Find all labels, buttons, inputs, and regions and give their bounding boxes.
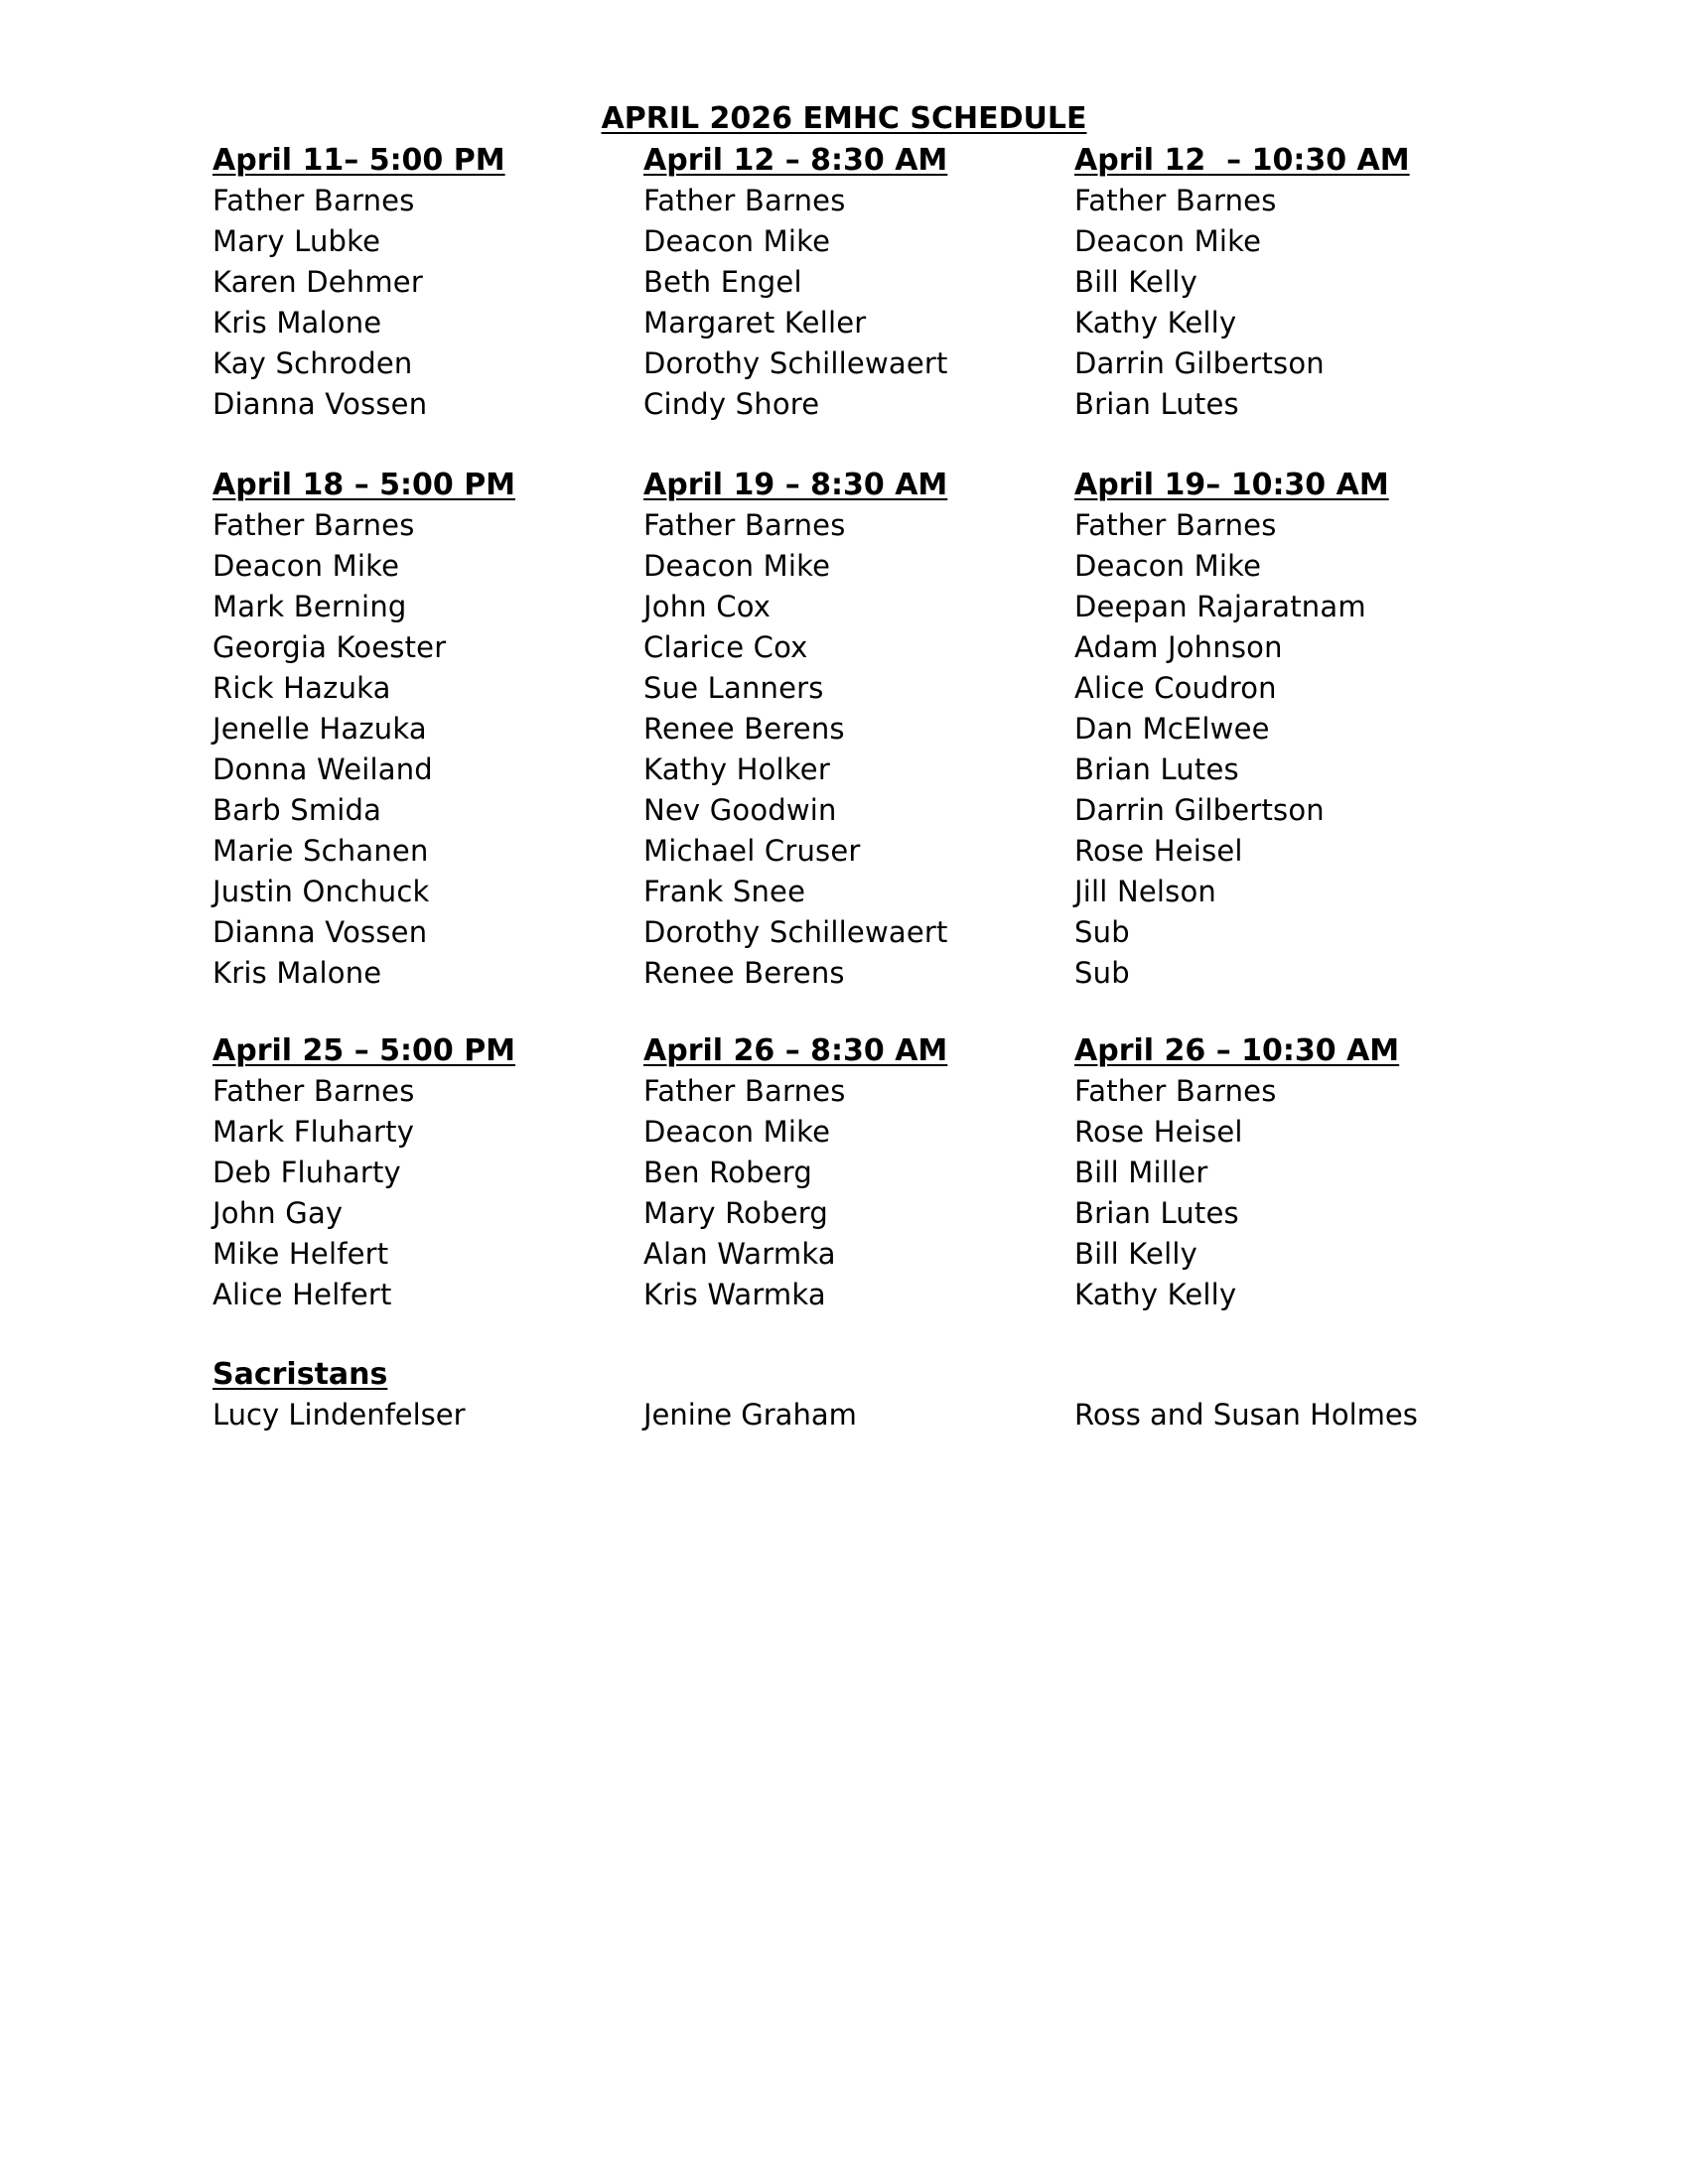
minister-name: Dianna Vossen — [212, 387, 428, 421]
mass-column — [212, 465, 630, 994]
minister-name: Deacon Mike — [1074, 549, 1262, 583]
minister-name: Ben Roberg — [643, 1156, 812, 1189]
minister-name: Mary Lubke — [212, 224, 381, 258]
minister-name: Dorothy Schillewaert — [643, 915, 948, 949]
mass-column — [1074, 1030, 1491, 1315]
page-title-text: APRIL 2026 EMHC SCHEDULE — [601, 101, 1087, 136]
minister-name: Alice Helfert — [212, 1278, 392, 1311]
minister-name: Margaret Keller — [643, 306, 867, 340]
mass-column — [1074, 465, 1491, 994]
minister-name: Kris Malone — [212, 306, 382, 340]
minister-name: Deacon Mike — [1074, 224, 1262, 258]
minister-name: Father Barnes — [212, 508, 415, 542]
minister-name: Sub — [1074, 915, 1130, 949]
minister-name: Beth Engel — [643, 265, 802, 299]
mass-column — [1074, 140, 1491, 425]
minister-name: John Cox — [643, 590, 772, 623]
mass-time-header: April 12 – 8:30 AM — [643, 143, 948, 178]
minister-name: Father Barnes — [1074, 184, 1277, 217]
minister-name: Father Barnes — [643, 508, 846, 542]
minister-name: Mark Berning — [212, 590, 407, 623]
minister-name: Brian Lutes — [1074, 387, 1239, 421]
minister-name: Brian Lutes — [1074, 752, 1239, 786]
minister-name: Father Barnes — [643, 1074, 846, 1108]
minister-name: Alan Warmka — [643, 1237, 836, 1271]
minister-name: Deacon Mike — [643, 224, 831, 258]
minister-name: Renee Berens — [643, 712, 845, 746]
minister-name: Rick Hazuka — [212, 671, 391, 705]
minister-name: Father Barnes — [212, 184, 415, 217]
minister-name: Donna Weiland — [212, 752, 433, 786]
page-title — [0, 100, 1688, 138]
mass-column — [212, 140, 630, 425]
minister-name: Kathy Holker — [643, 752, 830, 786]
minister-name: Mary Roberg — [643, 1196, 828, 1230]
minister-name: Kris Warmka — [643, 1278, 826, 1311]
minister-name: Father Barnes — [1074, 1074, 1277, 1108]
minister-name: Cindy Shore — [643, 387, 820, 421]
minister-name: Marie Schanen — [212, 834, 429, 868]
mass-time-header: April 12 – 10:30 AM — [1074, 143, 1410, 178]
minister-name: Dianna Vossen — [212, 915, 428, 949]
minister-name: Clarice Cox — [643, 630, 808, 664]
sacristan-name: Jenine Graham — [643, 1398, 857, 1432]
minister-name: Renee Berens — [643, 956, 845, 990]
minister-name: Sue Lanners — [643, 671, 824, 705]
minister-name: Nev Goodwin — [643, 793, 837, 827]
minister-name: Dorothy Schillewaert — [643, 346, 948, 380]
mass-time-header: April 19 – 8:30 AM — [643, 468, 948, 502]
minister-name: Michael Cruser — [643, 834, 861, 868]
minister-name: Barb Smida — [212, 793, 382, 827]
minister-name: Dan McElwee — [1074, 712, 1270, 746]
minister-name: Father Barnes — [212, 1074, 415, 1108]
minister-name: Mark Fluharty — [212, 1115, 415, 1149]
minister-name: Kris Malone — [212, 956, 382, 990]
minister-name: Karen Dehmer — [212, 265, 423, 299]
minister-name: Mike Helfert — [212, 1237, 389, 1271]
minister-name: Kathy Kelly — [1074, 306, 1237, 340]
minister-name: Kay Schroden — [212, 346, 413, 380]
minister-name: Father Barnes — [1074, 508, 1277, 542]
minister-name: Deacon Mike — [212, 549, 400, 583]
minister-name: Rose Heisel — [1074, 1115, 1243, 1149]
minister-name: Deacon Mike — [643, 549, 831, 583]
mass-column — [643, 140, 1060, 425]
minister-name: Deepan Rajaratnam — [1074, 590, 1366, 623]
minister-name: Darrin Gilbertson — [1074, 793, 1325, 827]
mass-time-header: April 26 – 10:30 AM — [1074, 1033, 1400, 1068]
minister-name: Georgia Koester — [212, 630, 447, 664]
minister-name: Deb Fluharty — [212, 1156, 401, 1189]
minister-name: Alice Coudron — [1074, 671, 1277, 705]
minister-name: Jenelle Hazuka — [212, 712, 427, 746]
mass-column — [643, 1030, 1060, 1315]
minister-name: Father Barnes — [643, 184, 846, 217]
mass-time-header: April 19– 10:30 AM — [1074, 468, 1389, 502]
sacristan-name: Ross and Susan Holmes — [1074, 1398, 1418, 1432]
minister-name: Frank Snee — [643, 875, 806, 908]
minister-name: Bill Kelly — [1074, 265, 1197, 299]
minister-name: Jill Nelson — [1074, 875, 1216, 908]
mass-column — [643, 465, 1060, 994]
minister-name: Justin Onchuck — [212, 875, 430, 908]
minister-name: Kathy Kelly — [1074, 1278, 1237, 1311]
sacristan-name: Lucy Lindenfelser — [212, 1398, 466, 1432]
minister-name: Bill Miller — [1074, 1156, 1208, 1189]
mass-time-header: April 18 – 5:00 PM — [212, 468, 516, 502]
minister-name: Brian Lutes — [1074, 1196, 1239, 1230]
mass-time-header: April 25 – 5:00 PM — [212, 1033, 516, 1068]
mass-column — [212, 1030, 630, 1315]
mass-time-header: April 26 – 8:30 AM — [643, 1033, 948, 1068]
minister-name: Rose Heisel — [1074, 834, 1243, 868]
minister-name: John Gay — [212, 1196, 344, 1230]
sacristans-header: Sacristans — [212, 1357, 388, 1392]
minister-name: Deacon Mike — [643, 1115, 831, 1149]
minister-name: Bill Kelly — [1074, 1237, 1197, 1271]
mass-time-header: April 11– 5:00 PM — [212, 143, 505, 178]
minister-name: Sub — [1074, 956, 1130, 990]
minister-name: Darrin Gilbertson — [1074, 346, 1325, 380]
minister-name: Adam Johnson — [1074, 630, 1283, 664]
